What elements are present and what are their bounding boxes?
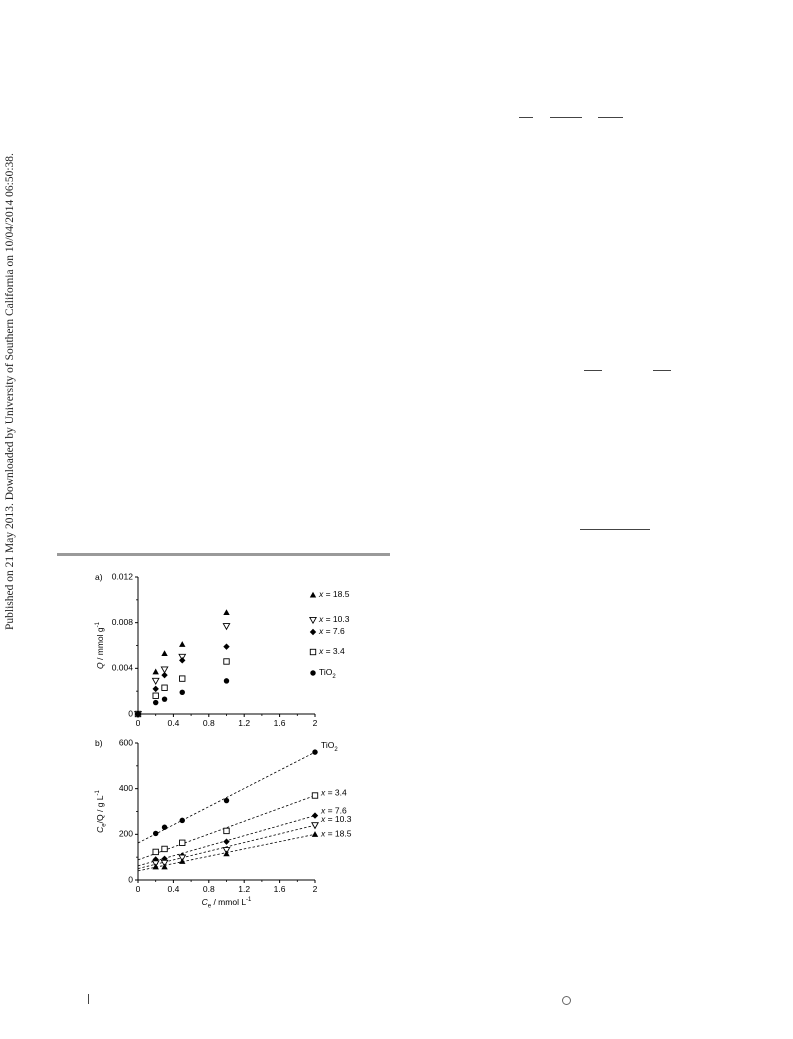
data-point-tio2 bbox=[135, 711, 140, 716]
data-point-tio2 bbox=[153, 700, 158, 705]
data-point-x-7-6 bbox=[179, 657, 185, 663]
y-tick-label: 400 bbox=[118, 782, 133, 793]
y-tick-label: 600 bbox=[118, 737, 133, 748]
legend-marker-tio2 bbox=[310, 670, 315, 675]
data-point-x-3-4 bbox=[153, 693, 158, 698]
data-point-x-3-4 bbox=[153, 849, 158, 854]
x-tick-label: 0.8 bbox=[202, 718, 215, 728]
data-point-tio2 bbox=[180, 818, 185, 823]
data-point-x-3-4 bbox=[180, 840, 185, 845]
y-tick-label: 0 bbox=[128, 708, 133, 719]
x-tick-label: 2 bbox=[312, 884, 318, 894]
data-point-x-18-5 bbox=[153, 669, 159, 675]
legend-marker-x-10-3 bbox=[310, 617, 316, 623]
data-point-x-10-3 bbox=[312, 823, 318, 829]
y-tick-label: 200 bbox=[118, 828, 133, 839]
legend-label-x-18-5: x = 18.5 bbox=[319, 589, 350, 600]
y-tick-label: 0.012 bbox=[111, 571, 133, 582]
data-point-x-7-6 bbox=[153, 686, 159, 692]
data-point-tio2 bbox=[162, 696, 167, 701]
y-axis-label: $C_e/Q$ / g $L^{-1}$ bbox=[95, 790, 108, 833]
x-tick-label: 1.6 bbox=[273, 718, 286, 728]
panel-label: a) bbox=[95, 572, 103, 582]
footer-circle-mark bbox=[562, 996, 571, 1005]
data-point-tio2 bbox=[162, 825, 167, 830]
x-tick-label: 0 bbox=[135, 884, 141, 894]
legend-marker-x-18-5 bbox=[310, 592, 316, 598]
legend-label-x-7-6: x = 7.6 bbox=[319, 626, 345, 637]
legend-marker-x-7-6 bbox=[310, 629, 316, 635]
data-point-x-10-3 bbox=[153, 678, 159, 684]
x-tick-label: 1.6 bbox=[273, 884, 286, 894]
y-tick-label: 0.004 bbox=[111, 662, 133, 673]
x-tick-label: 1.2 bbox=[238, 718, 251, 728]
data-point-x-3-4 bbox=[162, 685, 167, 690]
data-point-tio2 bbox=[224, 798, 229, 803]
data-point-tio2 bbox=[180, 690, 185, 695]
x-tick-label: 0 bbox=[135, 718, 141, 728]
data-point-tio2 bbox=[224, 678, 229, 683]
x-tick-label: 0.4 bbox=[167, 884, 180, 894]
legend-label-tio2: TiO$_2$ bbox=[321, 740, 338, 753]
legend-label-x-3-4: x = 3.4 bbox=[321, 787, 347, 798]
legend-label-x-7-6: x = 7.6 bbox=[321, 805, 347, 816]
data-point-x-3-4 bbox=[180, 676, 185, 681]
legend-label-x-10-3: x = 10.3 bbox=[319, 614, 350, 625]
data-point-x-7-6 bbox=[223, 838, 229, 844]
panel-a-chart bbox=[95, 571, 350, 728]
panel-label: b) bbox=[95, 738, 103, 748]
panel-b-chart bbox=[95, 737, 352, 909]
x-axis-label: $C_e$ / mmol $L^{-1}$ bbox=[201, 897, 252, 910]
data-point-x-18-5 bbox=[312, 831, 318, 837]
legend-label-tio2: TiO$_2$ bbox=[319, 667, 336, 680]
data-point-x-3-4 bbox=[162, 846, 167, 851]
data-point-x-18-5 bbox=[223, 851, 229, 857]
legend-label-x-3-4: x = 3.4 bbox=[319, 646, 345, 657]
data-point-tio2 bbox=[153, 831, 158, 836]
y-tick-label: 0.008 bbox=[111, 616, 133, 627]
data-point-x-7-6 bbox=[161, 672, 167, 678]
footer-mark bbox=[88, 994, 89, 1004]
data-point-x-18-5 bbox=[179, 858, 185, 864]
publication-side-note: Published on 21 May 2013. Downloaded by University of Southern California on 10/04/2014 06:50:38. bbox=[4, 153, 16, 630]
legend-marker-x-3-4 bbox=[310, 649, 315, 654]
x-tick-label: 0.4 bbox=[167, 718, 180, 728]
data-point-x-7-6 bbox=[223, 643, 229, 649]
y-axis-label: Q / mmol $g^{-1}$ bbox=[95, 622, 105, 669]
x-tick-label: 0.8 bbox=[202, 884, 215, 894]
y-tick-label: 0 bbox=[128, 874, 133, 885]
data-point-x-7-6 bbox=[312, 812, 318, 818]
data-point-x-10-3 bbox=[223, 624, 229, 630]
legend-label-x-18-5: x = 18.5 bbox=[321, 828, 352, 839]
legend-label-x-10-3: x = 10.3 bbox=[321, 814, 352, 825]
data-point-x-3-4 bbox=[312, 793, 317, 798]
data-point-x-18-5 bbox=[223, 609, 229, 615]
data-point-tio2 bbox=[312, 749, 317, 754]
data-point-x-3-4 bbox=[224, 828, 229, 833]
data-point-x-18-5 bbox=[161, 864, 167, 870]
data-point-x-3-4 bbox=[224, 659, 229, 664]
data-point-x-18-5 bbox=[161, 650, 167, 656]
data-point-x-10-3 bbox=[161, 667, 167, 673]
x-tick-label: 1.2 bbox=[238, 884, 251, 894]
data-point-x-18-5 bbox=[179, 641, 185, 647]
x-tick-label: 2 bbox=[312, 718, 318, 728]
